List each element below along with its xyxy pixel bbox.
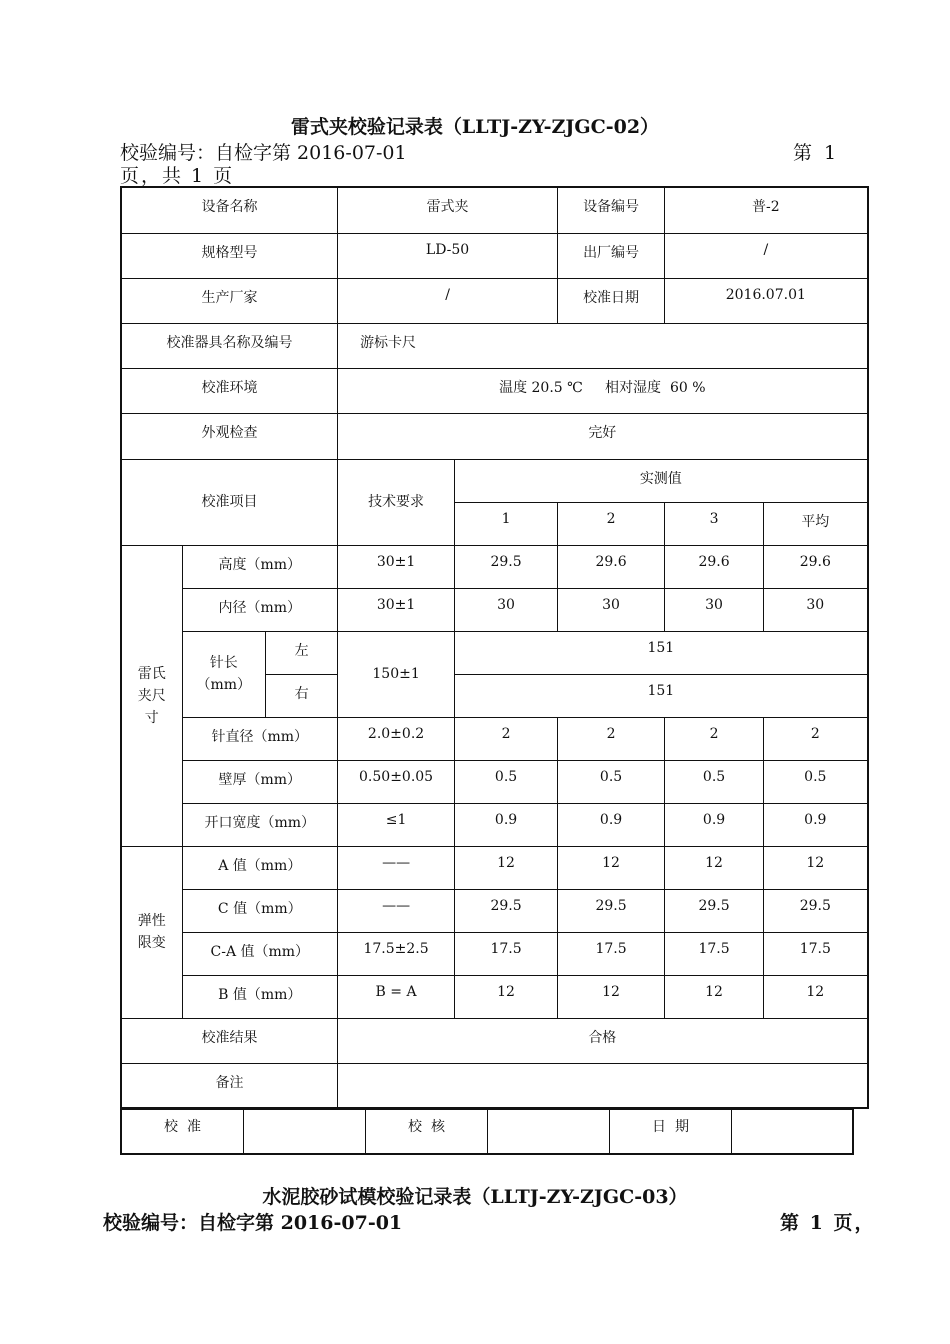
col-3-header: 3 bbox=[665, 502, 764, 545]
cell: 29.5 bbox=[455, 889, 558, 932]
needle-right-label: 右 bbox=[266, 674, 338, 717]
cell: 0.5 bbox=[665, 760, 764, 803]
row-req: —— bbox=[338, 846, 455, 889]
row-req: 0.50±0.05 bbox=[338, 760, 455, 803]
cell: 17.5 bbox=[455, 932, 558, 975]
cell: 0.9 bbox=[455, 803, 558, 846]
row-req: B = A bbox=[338, 975, 455, 1018]
cell: 0.9 bbox=[558, 803, 665, 846]
maker: / bbox=[338, 278, 558, 323]
row-req: 2.0±0.2 bbox=[338, 717, 455, 760]
requirement-header: 技术要求 bbox=[338, 459, 455, 545]
check-signature bbox=[488, 1110, 610, 1154]
env-label: 校准环境 bbox=[121, 368, 338, 413]
factory-no-label: 出厂编号 bbox=[558, 233, 665, 278]
cell: 17.5 bbox=[764, 932, 868, 975]
check-label: 校 核 bbox=[366, 1110, 488, 1154]
signature-row bbox=[120, 1109, 854, 1155]
factory-no: / bbox=[665, 233, 868, 278]
cell: 12 bbox=[455, 846, 558, 889]
page-total: 页，共 1 页 bbox=[120, 165, 235, 187]
date-label: 日 期 bbox=[610, 1110, 732, 1154]
instrument: 游标卡尺 bbox=[338, 323, 868, 368]
cell: 2 bbox=[455, 717, 558, 760]
cell: 29.5 bbox=[764, 889, 868, 932]
environment: 温度 20.5 ℃ 相对湿度 60 % bbox=[338, 368, 868, 413]
cell: 2 bbox=[665, 717, 764, 760]
needle-req: 150±1 bbox=[338, 631, 455, 717]
needle-left-value: 151 bbox=[455, 631, 868, 674]
cell: 12 bbox=[764, 846, 868, 889]
needle-left-label: 左 bbox=[266, 631, 338, 674]
row-req: 17.5±2.5 bbox=[338, 932, 455, 975]
row-label: 针直径（mm） bbox=[182, 717, 338, 760]
row-label: B 值（mm） bbox=[182, 975, 338, 1018]
cell: 17.5 bbox=[665, 932, 764, 975]
result-label: 校准结果 bbox=[121, 1018, 338, 1063]
col-avg-header: 平均 bbox=[764, 502, 868, 545]
cell: 12 bbox=[558, 846, 665, 889]
equip-name: 雷式夹 bbox=[338, 187, 558, 233]
date-value bbox=[732, 1110, 852, 1154]
cell: 17.5 bbox=[558, 932, 665, 975]
cell: 0.5 bbox=[764, 760, 868, 803]
cell: 29.5 bbox=[455, 545, 558, 588]
next-page-number: 第 1 页， bbox=[780, 1212, 876, 1234]
row-label: 壁厚（mm） bbox=[182, 760, 338, 803]
cell: 12 bbox=[665, 846, 764, 889]
next-doc-title: 水泥胶砂试模校验记录表（LLTJ-ZY-ZJGC-03） bbox=[262, 1186, 688, 1208]
maker-label: 生产厂家 bbox=[121, 278, 338, 323]
group-elastic: 弹性限变 bbox=[121, 846, 182, 1018]
item-header: 校准项目 bbox=[121, 459, 338, 545]
result: 合格 bbox=[338, 1018, 868, 1063]
row-label: 开口宽度（mm） bbox=[182, 803, 338, 846]
cal-date: 2016.07.01 bbox=[665, 278, 868, 323]
cell: 0.9 bbox=[764, 803, 868, 846]
cell: 30 bbox=[764, 588, 868, 631]
cell: 12 bbox=[455, 975, 558, 1018]
measured-header: 实测值 bbox=[455, 459, 868, 502]
instrument-label: 校准器具名称及编号 bbox=[121, 323, 338, 368]
row-label: A 值（mm） bbox=[182, 846, 338, 889]
model-label: 规格型号 bbox=[121, 233, 338, 278]
equip-no: 普-2 bbox=[665, 187, 868, 233]
cell: 29.6 bbox=[558, 545, 665, 588]
calibrate-label: 校 准 bbox=[122, 1110, 244, 1154]
next-inspection-number: 校验编号：自检字第 2016-07-01 bbox=[103, 1212, 403, 1234]
calibrate-signature bbox=[244, 1110, 366, 1154]
row-req: —— bbox=[338, 889, 455, 932]
needle-label: 针长（mm） bbox=[182, 631, 266, 717]
col-1-header: 1 bbox=[455, 502, 558, 545]
row-req: ≤1 bbox=[338, 803, 455, 846]
inspection-number: 校验编号：自检字第 2016-07-01 bbox=[120, 142, 407, 164]
col-2-header: 2 bbox=[558, 502, 665, 545]
needle-right-value: 151 bbox=[455, 674, 868, 717]
cell: 0.9 bbox=[665, 803, 764, 846]
cell: 2 bbox=[764, 717, 868, 760]
row-label: 高度（mm） bbox=[182, 545, 338, 588]
remark-value bbox=[338, 1063, 868, 1108]
cell: 12 bbox=[558, 975, 665, 1018]
page-number: 第 1 bbox=[793, 142, 840, 164]
doc-title: 雷式夹校验记录表（LLTJ-ZY-ZJGC-02） bbox=[290, 116, 660, 138]
cell: 12 bbox=[764, 975, 868, 1018]
row-label: C 值（mm） bbox=[182, 889, 338, 932]
row-label: C-A 值（mm） bbox=[182, 932, 338, 975]
cell: 12 bbox=[665, 975, 764, 1018]
cell: 29.6 bbox=[665, 545, 764, 588]
appearance-label: 外观检查 bbox=[121, 413, 338, 459]
remark-label: 备注 bbox=[121, 1063, 338, 1108]
cell: 29.6 bbox=[764, 545, 868, 588]
equip-no-label: 设备编号 bbox=[558, 187, 665, 233]
model: LD-50 bbox=[338, 233, 558, 278]
cell: 0.5 bbox=[558, 760, 665, 803]
row-req: 30±1 bbox=[338, 588, 455, 631]
equip-name-label: 设备名称 bbox=[121, 187, 338, 233]
cell: 30 bbox=[558, 588, 665, 631]
cal-date-label: 校准日期 bbox=[558, 278, 665, 323]
cell: 30 bbox=[665, 588, 764, 631]
cell: 29.5 bbox=[558, 889, 665, 932]
cell: 0.5 bbox=[455, 760, 558, 803]
calibration-table bbox=[120, 186, 869, 1109]
cell: 29.5 bbox=[665, 889, 764, 932]
group-clip-size: 雷氏夹尺寸 bbox=[121, 545, 182, 846]
cell: 2 bbox=[558, 717, 665, 760]
appearance: 完好 bbox=[338, 413, 868, 459]
row-req: 30±1 bbox=[338, 545, 455, 588]
cell: 30 bbox=[455, 588, 558, 631]
row-label: 内径（mm） bbox=[182, 588, 338, 631]
